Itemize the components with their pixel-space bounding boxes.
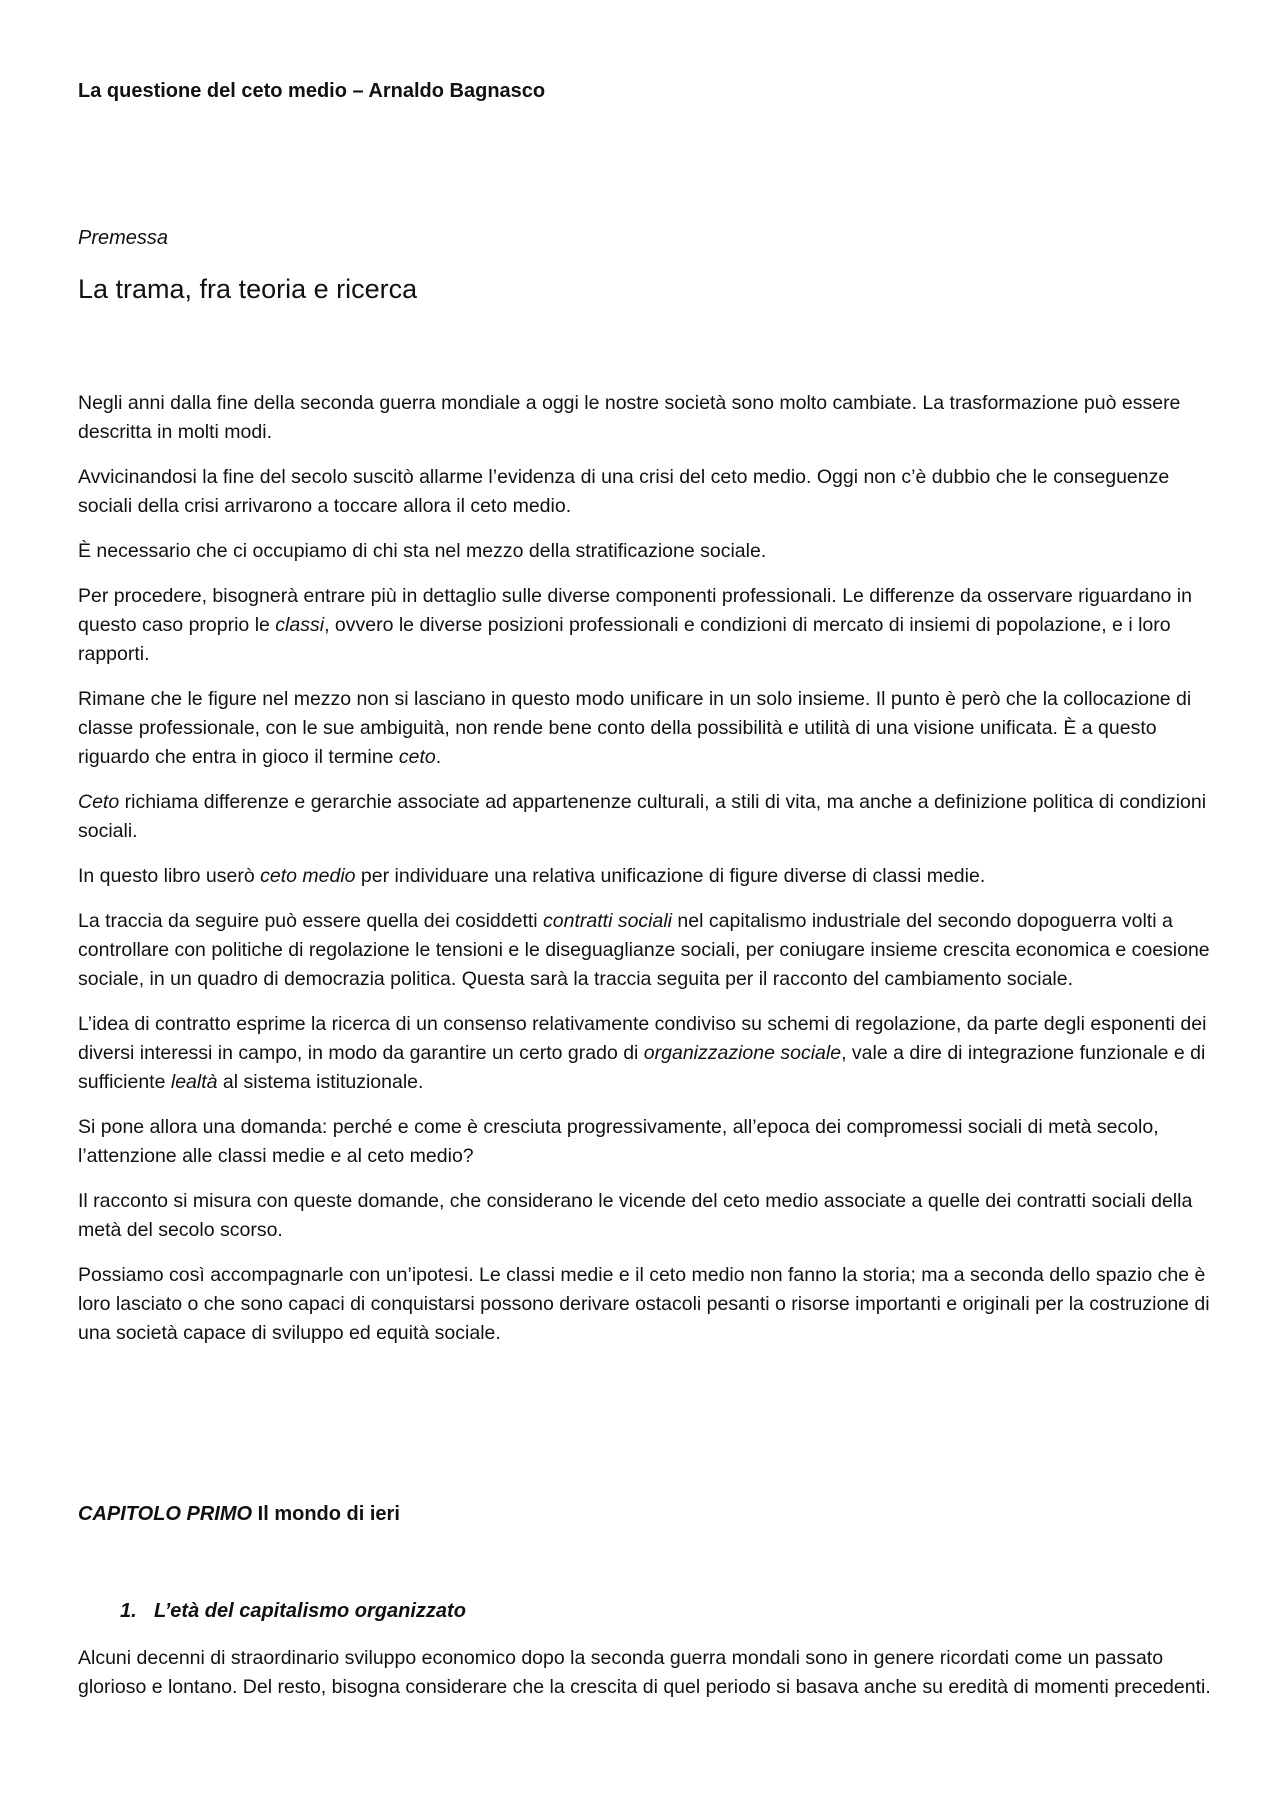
text-run: richiama differenze e gerarchie associate ad appartenenze culturali, a stili di vita, ma anche a definizione politica di condizioni sociali. [78, 791, 1207, 842]
chapter-label: CAPITOLO PRIMO [78, 1503, 253, 1525]
preface-paragraph [78, 685, 1212, 772]
section-title: L’età del capitalismo organizzato [154, 1600, 466, 1622]
preface-paragraph [78, 907, 1212, 994]
italic-term: organizzazione sociale [643, 1042, 842, 1064]
text-run: Avvicinandosi la fine del secolo suscitò allarme l’evidenza di una crisi del ceto medio. Oggi non c’è dubbio che le conseguenze sociali della crisi arrivarono a toccare allora il ceto medio. [78, 466, 1170, 517]
section-heading [120, 1600, 466, 1623]
chapter-heading [78, 1503, 400, 1526]
preface-paragraph [78, 463, 1212, 521]
preface-paragraph [78, 537, 1212, 566]
text-run: Per procedere, bisognerà entrare più in dettaglio sulle diverse componenti professionali. Le differenze da osservare riguardano in questo caso proprio le [78, 585, 1192, 636]
section-number: 1. [120, 1600, 137, 1622]
text-run: nel capitalismo industriale del secondo dopoguerra volti a controllare con politiche di regolazione le tensioni e le diseguaglianze sociali, per coniugare insieme crescita economica e coesione sociale, in un quadro di democrazia politica. Questa sarà la traccia seguita per il racconto del cambiamento sociale. [78, 910, 1210, 990]
chapter-body [78, 1644, 1212, 1702]
preface-paragraph [78, 389, 1212, 447]
text-run: Alcuni decenni di straordinario sviluppo economico dopo la seconda guerra mondali sono in genere ricordati come un passato glorioso e lontano. Del resto, bisogna considerare che la crescita di quel periodo si basava anche su eredità di momenti precedenti. [78, 1647, 1211, 1698]
text-run: La traccia da seguire può essere quella dei cosiddetti [78, 910, 544, 932]
text-run: In questo libro userò [78, 865, 261, 887]
text-run: al sistema istituzionale. [217, 1071, 424, 1093]
italic-term: contratti sociali [543, 910, 673, 932]
text-run: È necessario che ci occupiamo di chi sta nel mezzo della stratificazione sociale. [78, 540, 767, 562]
text-run: Negli anni dalla fine della seconda guerra mondiale a oggi le nostre società sono molto cambiate. La trasformazione può essere descritta in molti modi. [78, 392, 1181, 443]
text-run: per individuare una relativa unificazione di figure diverse di classi medie. [355, 865, 986, 887]
chapter-title: Il mondo di ieri [257, 1503, 400, 1525]
italic-term: ceto [398, 746, 436, 768]
text-run: Il racconto si misura con queste domande, che considerano le vicende del ceto medio associate a quelle dei contratti sociali della metà del secolo scorso. [78, 1190, 1193, 1241]
preface-paragraph [78, 1113, 1212, 1171]
preface-body [78, 389, 1212, 1364]
preface-label: Premessa [78, 227, 169, 249]
preface-heading: La trama, fra teoria e ricerca [78, 274, 418, 304]
text-run: , vale a dire di integrazione funzionale e di sufficiente [78, 1042, 1206, 1093]
text-run: Rimane che le figure nel mezzo non si lasciano in questo modo unificare in un solo insieme. Il punto è però che la collocazione di classe professionale, con le sue ambiguità, non rende bene conto della possibilità e utilità di una visione unificata. È a questo riguardo che entra in gioco il termine [78, 688, 1192, 768]
preface-paragraph [78, 862, 1212, 891]
preface-paragraph [78, 1010, 1212, 1097]
italic-term: classi [275, 614, 325, 636]
document-title: La questione del ceto medio – Arnaldo Bagnasco [78, 80, 546, 102]
preface-paragraph [78, 788, 1212, 846]
italic-term: ceto medio [260, 865, 356, 887]
text-run: Possiamo così accompagnarle con un’ipotesi. Le classi medie e il ceto medio non fanno la storia; ma a seconda dello spazio che è loro lasciato o che sono capaci di conquistarsi possono derivare ostacoli pesanti o risorse importanti e originali per la costruzione di una società capace di sviluppo ed equità sociale. [78, 1264, 1210, 1344]
text-run: . [435, 746, 442, 768]
text-run: Si pone allora una domanda: perché e come è cresciuta progressivamente, all’epoca dei compromessi sociali di metà secolo, l’attenzione alle classi medie e al ceto medio? [78, 1116, 1159, 1167]
preface-paragraph [78, 1261, 1212, 1348]
preface-paragraph [78, 1187, 1212, 1245]
italic-term: Ceto [78, 791, 120, 813]
chapter-paragraph [78, 1644, 1212, 1702]
text-run: L’idea di contratto esprime la ricerca di un consenso relativamente condiviso su schemi di regolazione, da parte degli esponenti dei diversi interessi in campo, in modo da garantire un certo grado di [78, 1013, 1207, 1064]
text-run: , ovvero le diverse posizioni professionali e condizioni di mercato di insiemi di popolazione, e i loro rapporti. [78, 614, 1171, 665]
italic-term: lealtà [170, 1071, 218, 1093]
preface-paragraph [78, 582, 1212, 669]
